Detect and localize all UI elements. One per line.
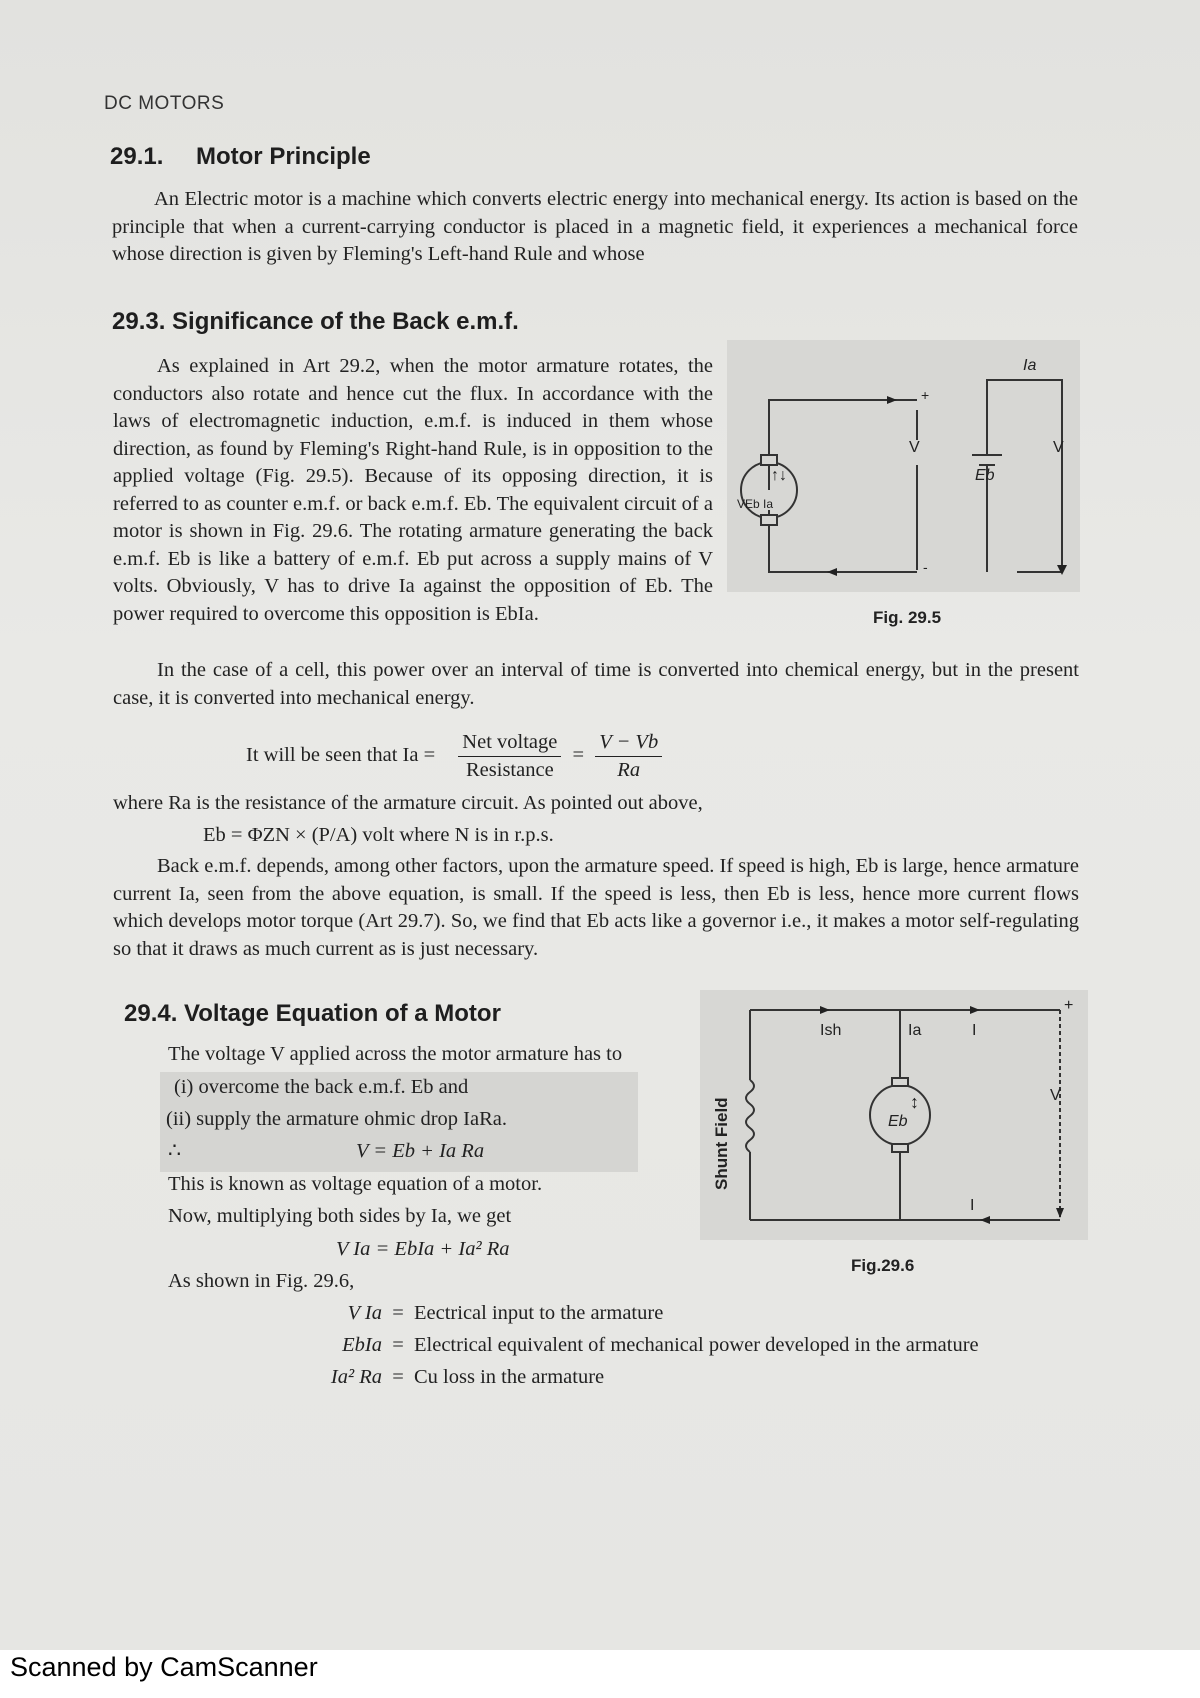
label-ia-fig296: Ia <box>908 1022 922 1039</box>
definition-symbol: EbIa <box>342 1334 382 1356</box>
fraction-net-voltage <box>458 729 561 784</box>
wire-bottom-left <box>769 510 917 572</box>
definition-description: Electrical equivalent of mechanical power developed in the armature <box>414 1334 979 1356</box>
power-equation: V Ia = EbIa + Ia² Ra <box>336 1238 510 1260</box>
label-eb-fig296: Eb <box>888 1113 908 1130</box>
arrows-glyph: ↑↓ <box>771 467 787 484</box>
label-i-top: I <box>972 1022 977 1039</box>
label-v-right-fig295: V <box>1053 439 1064 456</box>
numerator-v-minus-vb: V − Vb <box>595 729 662 757</box>
voltage-line-8: As shown in Fig. 29.6, <box>168 1270 355 1292</box>
voltage-line-6: Now, multiplying both sides by Ia, we get <box>168 1205 512 1227</box>
label-ia-fig295: Ia <box>1023 357 1037 374</box>
figure-29-6-circuit <box>700 990 1088 1240</box>
definition-row <box>330 1332 979 1359</box>
label-plus-fig295: + <box>921 387 930 403</box>
voltage-line-3: (ii) supply the armature ohmic drop IaRa. <box>166 1108 507 1130</box>
definition-description: Cu loss in the armature <box>414 1366 605 1388</box>
brush-top <box>761 455 777 465</box>
back-emf-paragraph-1: As explained in Art 29.2, when the motor armature rotates, the conductors also rotate and hence cut the flux. In accordance with the laws of electromagnetic induction, e.m.f. is induced in them whose direction, as found by Fleming's Right-hand Rule, is in opposition to the applied voltage (Fig. 29.5). Because of its opposing direction, it is referred to as counter e.m.f. or back e.m.f. Eb. The equivalent circuit of a motor is shown in Fig. 29.6. The rotating armature generating the back e.m.f. Eb is like a battery of e.m.f. Eb put across a supply mains of V volts. Obviously, V has to drive Ia against the opposition of Eb. The power required to overcome this opposition is EbIa. <box>113 355 713 625</box>
arrow-ish <box>820 1006 830 1014</box>
arrow-right-down <box>1057 565 1067 575</box>
voltage-line-2: (i) overcome the back e.m.f. Eb and <box>174 1076 469 1098</box>
denominator-resistance: Resistance <box>466 759 554 781</box>
figure-29-6 <box>700 990 1088 1240</box>
voltage-line-5: This is known as voltage equation of a motor. <box>168 1173 543 1195</box>
label-eb-fig295: Eb <box>975 467 995 484</box>
voltage-line-1: The voltage V applied across the motor armature has to <box>168 1043 623 1065</box>
definition-symbol: V Ia <box>347 1302 382 1324</box>
label-v-left-fig295: V <box>909 439 920 456</box>
brush-bottom <box>761 515 777 525</box>
definition-row <box>330 1364 604 1391</box>
figure-29-5-circuit <box>727 340 1080 592</box>
equals-sign: = <box>572 744 585 767</box>
motor-principle-paragraph: An Electric motor is a machine which converts electric energy into mechanical energy. Its action is based on the principle that when a current-carrying conductor is placed in a magnetic field, it experiences a mechanical force whose direction is given by Fleming's Left-hand Rule and whose <box>112 188 1078 265</box>
current-equation <box>246 729 662 784</box>
arrow-v-down <box>1056 1208 1064 1218</box>
definition-row <box>330 1300 663 1327</box>
brush-bottom-296 <box>892 1144 908 1152</box>
figure-29-6-caption: Fig.29.6 <box>851 1256 915 1275</box>
figure-29-5 <box>727 340 1080 592</box>
label-shunt-field: Shunt Field <box>712 1097 731 1190</box>
back-emf-paragraph-2: In the case of a cell, this power over an interval of time is converted into chemical energy, but in the present case, it is converted into mechanical energy. <box>113 659 1079 709</box>
section-title-voltage-equation: 29.4. Voltage Equation of a Motor <box>124 1000 501 1027</box>
eb-equation: Eb = ΦZN × (P/A) volt where N is in r.p.s. <box>203 824 554 846</box>
arrow-ia-top <box>970 1006 980 1014</box>
label-plus-fig296: + <box>1064 997 1074 1014</box>
label-minus-fig295: - <box>923 559 928 575</box>
arrow-top-wire <box>887 396 897 404</box>
section-title-motor-principle: Motor Principle <box>196 143 371 170</box>
definition-equals: = <box>392 1302 404 1324</box>
label-i-bottom: I <box>970 1197 975 1214</box>
section-number-29-1: 29.1. <box>110 143 164 170</box>
footer-watermark: Scanned by CamScanner <box>10 1652 318 1682</box>
definition-equals: = <box>392 1366 404 1388</box>
definition-equals: = <box>392 1334 404 1356</box>
where-ra-line: where Ra is the resistance of the armature circuit. As pointed out above, <box>113 792 703 814</box>
definition-symbol: Ia² Ra <box>330 1366 382 1388</box>
therefore-symbol: ∴ <box>168 1140 182 1162</box>
arrow-i-bottom <box>980 1216 990 1224</box>
brush-top-296 <box>892 1078 908 1086</box>
wire-top-left <box>769 400 917 490</box>
running-head: DC MOTORS <box>104 93 225 114</box>
arrow-bottom-wire <box>827 568 837 576</box>
wire-right-loop <box>987 380 1062 572</box>
numerator-net-voltage: Net voltage <box>458 729 561 757</box>
denominator-ra: Ra <box>617 759 641 781</box>
figure-29-5-caption: Fig. 29.5 <box>873 608 942 627</box>
updown-arrows-glyph: ↕ <box>910 1092 919 1112</box>
label-motor-fig295: VEb Ia <box>737 497 774 511</box>
voltage-equation: V = Eb + Ia Ra <box>356 1140 485 1162</box>
label-v-fig296: V <box>1050 1087 1061 1104</box>
section-title-back-emf: 29.3. Significance of the Back e.m.f. <box>112 308 519 335</box>
shunt-field-coil <box>746 1080 754 1152</box>
fraction-v-minus-vb <box>595 729 662 784</box>
definition-description: Eectrical input to the armature <box>414 1302 664 1324</box>
current-equation-lead: It will be seen that Ia = <box>246 744 436 767</box>
label-ish: Ish <box>820 1022 842 1039</box>
back-emf-paragraph-3: Back e.m.f. depends, among other factors, upon the armature speed. If speed is high, Eb is large, hence armature current Ia, seen from the above equation, is small. If the speed is less, then Eb is less, hence more current flows which develops motor torque (Art 29.7). So, we find that Eb acts like a governor i.e., it makes a motor self-regulating so that it draws as much current as is just necessary. <box>113 855 1079 960</box>
